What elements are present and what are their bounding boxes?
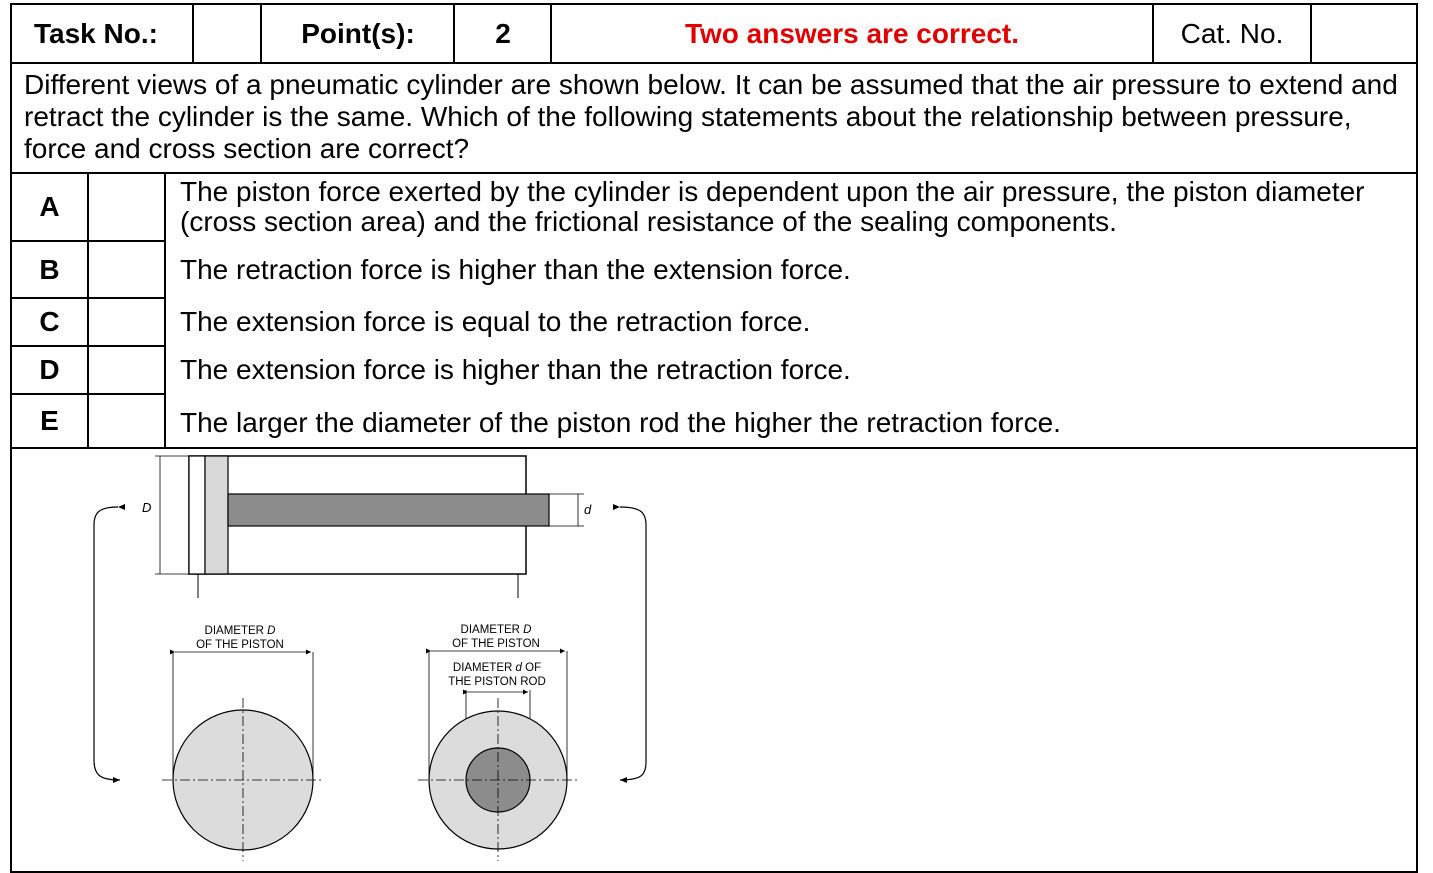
points-label: Point(s): — [301, 18, 415, 49]
right-caption-line2: OF THE PISTON — [452, 638, 540, 650]
rod-caption-line1: DIAMETER d OF — [452, 662, 542, 674]
piston-face-view — [162, 652, 324, 861]
option-c-text: The extension force is equal to the retraction force. — [180, 306, 811, 337]
option-e-letter: E — [40, 405, 59, 436]
option-d-letter: D — [39, 354, 60, 385]
left-bracket-arrow — [94, 507, 120, 780]
option-a-text: The piston force exerted by the cylinder is dependent upon the air pressure, the piston diameter (cross section area) and the frictional resistance of the sealing components. — [180, 176, 1365, 237]
left-caption-line2: OF THE PISTON — [196, 639, 284, 651]
question-text: Different views of a pneumatic cylinder are shown below. It can be assumed that the air pressure to extend and retract the cylinder is the same. Which of the following statements about the relationship between pressure, force and cross section are correct? — [24, 69, 1398, 164]
instruction-text: Two answers are correct. — [684, 18, 1020, 49]
right-caption-line1: DIAMETER D — [460, 624, 532, 636]
cylinder-side-view — [155, 456, 584, 598]
option-d-text: The extension force is higher than the retraction force. — [180, 354, 851, 385]
label-D: D — [142, 500, 152, 515]
left-caption-line1: DIAMETER D — [204, 625, 276, 637]
points-value: 2 — [495, 18, 511, 49]
option-a-letter: A — [39, 191, 60, 222]
label-d: d — [584, 502, 592, 517]
option-b-text: The retraction force is higher than the extension force. — [180, 253, 851, 285]
option-b-letter: B — [39, 253, 60, 285]
cat-no-label: Cat. No. — [1180, 18, 1284, 49]
option-e-text: The larger the diameter of the piston rod the higher the retraction force. — [180, 407, 1061, 438]
right-bracket-arrow — [620, 507, 646, 780]
rod-caption-line2: THE PISTON ROD — [448, 676, 546, 688]
task-no-label: Task No.: — [34, 18, 158, 49]
option-c-letter: C — [39, 306, 60, 337]
